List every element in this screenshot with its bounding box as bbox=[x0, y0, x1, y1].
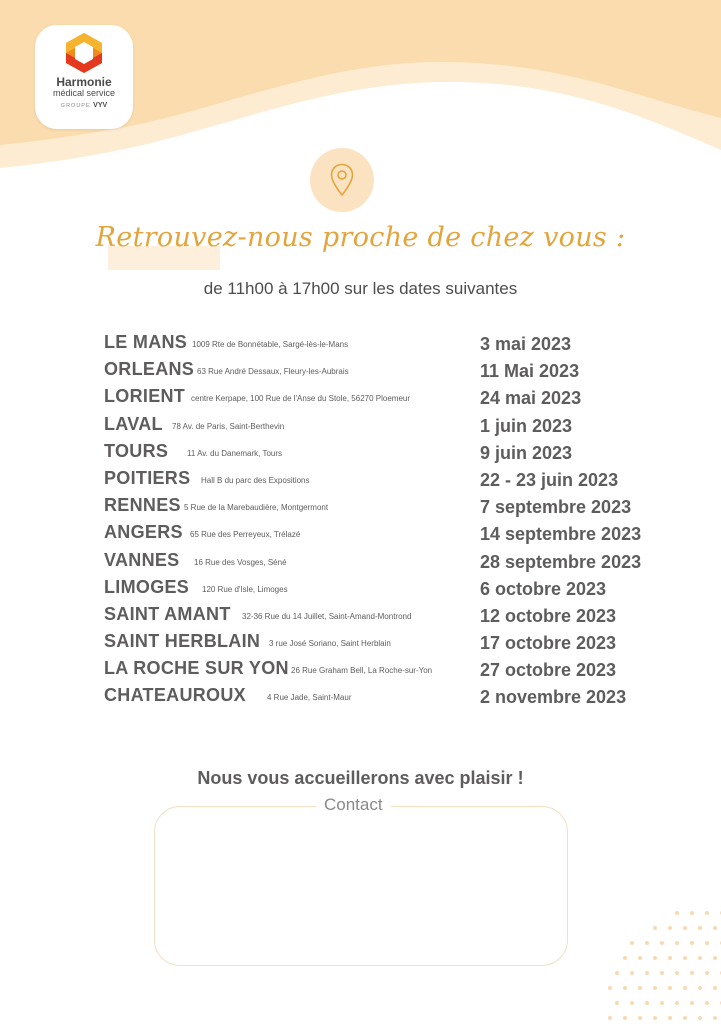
location-address: 4 Rue Jade, Saint-Maur bbox=[267, 693, 352, 703]
location-address: 32-36 Rue du 14 Juillet, Saint-Amand-Montrond bbox=[242, 611, 412, 621]
location-city: RENNES bbox=[104, 495, 181, 516]
contact-box bbox=[154, 806, 568, 966]
location-city: CHATEAUROUX bbox=[104, 685, 246, 706]
decorative-dot bbox=[713, 926, 717, 930]
location-address: 78 Av. de Paris, Saint-Berthevin bbox=[172, 421, 285, 431]
decorative-dot bbox=[683, 956, 687, 960]
location-row bbox=[104, 441, 684, 468]
decorative-dot bbox=[623, 956, 627, 960]
location-row bbox=[104, 685, 684, 712]
contact-label: Contact bbox=[316, 795, 391, 815]
location-city: ANGERS bbox=[104, 522, 183, 543]
decorative-dot bbox=[630, 941, 634, 945]
location-row bbox=[104, 577, 684, 604]
decorative-dot bbox=[690, 971, 694, 975]
brand-logo bbox=[35, 25, 133, 129]
location-row bbox=[104, 550, 684, 577]
location-row bbox=[104, 386, 684, 413]
brand-subtitle: médical service bbox=[52, 88, 116, 98]
decorative-dot bbox=[705, 1001, 709, 1005]
location-date: 2 novembre 2023 bbox=[480, 687, 627, 708]
location-row bbox=[104, 414, 684, 441]
decorative-dot bbox=[683, 1016, 687, 1020]
location-city: LIMOGES bbox=[104, 576, 190, 597]
location-date: 27 octobre 2023 bbox=[480, 660, 617, 681]
decorative-dot bbox=[653, 1016, 657, 1020]
location-row bbox=[104, 522, 684, 549]
decorative-dot bbox=[713, 1016, 717, 1020]
location-date: 1 juin 2023 bbox=[480, 415, 573, 436]
brand-group-name: VYV bbox=[93, 102, 108, 109]
location-date: 3 mai 2023 bbox=[480, 334, 572, 354]
location-city: LE MANS bbox=[104, 332, 188, 352]
location-address: 65 Rue des Perreyeux, Trélazé bbox=[190, 530, 301, 540]
decorative-dot bbox=[698, 1016, 702, 1020]
location-date: 6 octobre 2023 bbox=[480, 578, 607, 599]
decorative-dot bbox=[660, 1001, 664, 1005]
decorative-dot bbox=[683, 926, 687, 930]
location-date: 7 septembre 2023 bbox=[480, 497, 632, 518]
location-address: 11 Av. du Danemark, Tours bbox=[187, 448, 283, 458]
location-city: LORIENT bbox=[104, 386, 186, 407]
decorative-dot bbox=[638, 1016, 642, 1020]
decorative-dots bbox=[600, 890, 721, 1024]
location-city: TOURS bbox=[104, 440, 169, 461]
decorative-dot bbox=[615, 971, 619, 975]
schedule-subheading: de 11h00 à 17h00 sur les dates suivantes bbox=[203, 279, 518, 298]
decorative-dot bbox=[698, 926, 702, 930]
location-city: SAINT HERBLAIN bbox=[104, 631, 261, 652]
location-row bbox=[104, 658, 684, 685]
closing-message: Nous vous accueillerons avec plaisir ! bbox=[197, 768, 524, 788]
location-address: 120 Rue d'Isle, Limoges bbox=[202, 584, 288, 594]
location-address: 5 Rue de la Marebaudière, Montgermont bbox=[184, 503, 329, 513]
decorative-dot bbox=[653, 956, 657, 960]
hexagon-logo-icon bbox=[62, 31, 106, 75]
page-title: Retrouvez-nous proche de chez vous : bbox=[95, 222, 626, 253]
location-date: 17 octobre 2023 bbox=[480, 633, 617, 654]
location-row bbox=[104, 332, 684, 359]
location-city: LA ROCHE SUR YON bbox=[104, 658, 289, 679]
location-list bbox=[104, 332, 684, 713]
decorative-dot bbox=[653, 926, 657, 930]
location-city: POITIERS bbox=[104, 467, 191, 488]
location-address: 1009 Rte de Bonnétable, Sargé-lès-le-Mans bbox=[192, 340, 349, 349]
decorative-dot bbox=[683, 986, 687, 990]
decorative-dot bbox=[705, 911, 709, 915]
location-address: 3 rue José Soriano, Saint Herblain bbox=[269, 639, 391, 649]
decorative-dot bbox=[630, 1001, 634, 1005]
map-pin-icon bbox=[330, 163, 354, 197]
location-city: ORLEANS bbox=[104, 359, 195, 380]
location-date: 24 mai 2023 bbox=[480, 388, 582, 409]
decorative-dot bbox=[705, 971, 709, 975]
decorative-dot bbox=[713, 986, 717, 990]
location-city: VANNES bbox=[104, 549, 180, 570]
decorative-dot bbox=[705, 941, 709, 945]
location-city: LAVAL bbox=[104, 413, 163, 434]
decorative-dot bbox=[623, 1016, 627, 1020]
decorative-dot bbox=[608, 986, 612, 990]
location-row bbox=[104, 359, 684, 386]
brand-name: Harmonie bbox=[56, 75, 112, 89]
location-address: centre Kerpape, 100 Rue de l'Anse du Stole, 56270 Ploemeur bbox=[191, 394, 411, 404]
decorative-dot bbox=[713, 956, 717, 960]
brand-group-label: GROUPE bbox=[60, 103, 91, 109]
decorative-dot bbox=[675, 911, 679, 915]
location-address: 63 Rue André Dessaux, Fleury-les-Aubrais bbox=[197, 367, 349, 377]
decorative-dot bbox=[608, 1016, 612, 1020]
location-date: 22 - 23 juin 2023 bbox=[480, 469, 619, 490]
decorative-dot bbox=[690, 941, 694, 945]
decorative-dot bbox=[653, 986, 657, 990]
decorative-dot bbox=[638, 956, 642, 960]
location-row bbox=[104, 631, 684, 658]
decorative-dot bbox=[645, 971, 649, 975]
decorative-dot bbox=[660, 971, 664, 975]
location-row bbox=[104, 604, 684, 631]
decorative-dot bbox=[690, 1001, 694, 1005]
location-address: 16 Rue des Vosges, Séné bbox=[194, 557, 287, 567]
location-address: 26 Rue Graham Bell, La Roche-sur-Yon bbox=[291, 666, 433, 676]
decorative-dot bbox=[645, 941, 649, 945]
location-date: 14 septembre 2023 bbox=[480, 524, 642, 545]
decorative-dot bbox=[675, 941, 679, 945]
location-date: 28 septembre 2023 bbox=[480, 551, 642, 572]
location-address: Hall B du parc des Expositions bbox=[201, 475, 310, 485]
decorative-dot bbox=[668, 926, 672, 930]
location-row bbox=[104, 495, 684, 522]
location-date: 12 octobre 2023 bbox=[480, 605, 617, 626]
decorative-dot bbox=[630, 971, 634, 975]
decorative-dot bbox=[675, 971, 679, 975]
decorative-dot bbox=[638, 986, 642, 990]
brand-group bbox=[35, 102, 133, 109]
decorative-dot bbox=[668, 956, 672, 960]
location-row bbox=[104, 468, 684, 495]
location-date: 11 Mai 2023 bbox=[480, 361, 580, 382]
decorative-dot bbox=[668, 1016, 672, 1020]
decorative-dot bbox=[668, 986, 672, 990]
decorative-dot bbox=[698, 986, 702, 990]
location-city: SAINT AMANT bbox=[104, 603, 231, 624]
location-date: 9 juin 2023 bbox=[480, 442, 573, 463]
location-badge bbox=[310, 148, 374, 212]
decorative-dot bbox=[660, 941, 664, 945]
decorative-dot bbox=[690, 911, 694, 915]
decorative-dot bbox=[675, 1001, 679, 1005]
decorative-dot bbox=[623, 986, 627, 990]
decorative-dot bbox=[615, 1001, 619, 1005]
decorative-dot bbox=[698, 956, 702, 960]
decorative-dot bbox=[645, 1001, 649, 1005]
